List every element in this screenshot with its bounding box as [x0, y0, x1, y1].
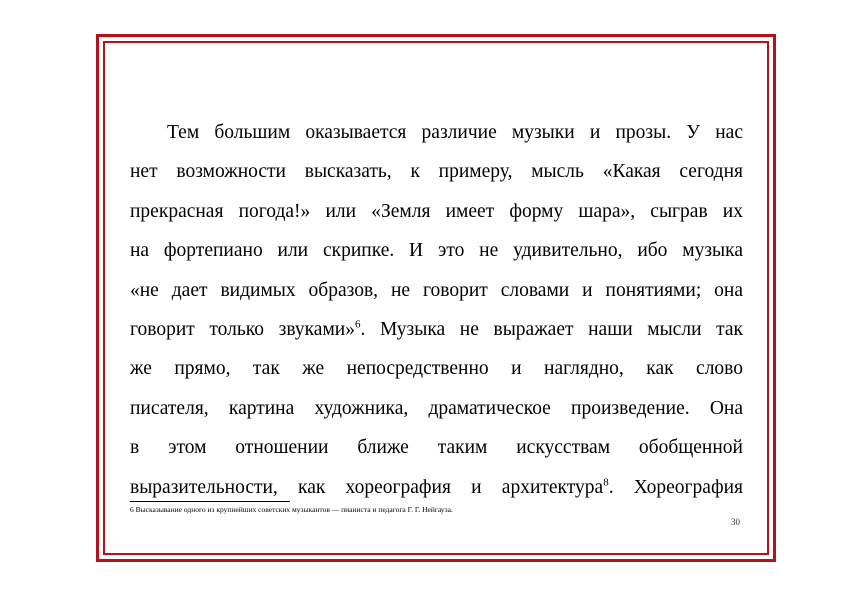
footnote-ref: 8	[603, 476, 609, 489]
text-line: Тем большим оказывается различие музыки и прозы. У нас	[167, 122, 743, 143]
text-line: писателя, картина художника, драматическое произведение. Она	[130, 397, 743, 419]
text-segment: . Хореография	[608, 476, 743, 498]
text-line: прекрасная погода!» или «Земля имеет форму шара», сыграв их	[130, 200, 743, 222]
text-segment: выразительности, как хореография и архитектура	[130, 476, 604, 498]
body-text	[130, 113, 743, 507]
text-line: «не дает видимых образов, не говорит словами и понятиями; она	[130, 279, 743, 301]
page-number: 30	[731, 517, 740, 527]
footnote-separator	[130, 501, 290, 502]
footnote-ref: 6	[354, 318, 361, 331]
text-line	[130, 310, 743, 349]
text-line: на фортепиано или скрипке. И это не удивительно, ибо музыка	[130, 240, 743, 262]
text-line: в этом отношении ближе таким искусствам обобщенной	[130, 437, 743, 459]
text-segment: . Музыка не выражает наши мысли так	[360, 318, 743, 340]
text-line: нет возможности высказать, к примеру, мысль «Какая сегодня	[130, 161, 743, 183]
text-segment: говорит только звуками»	[130, 318, 355, 340]
footnote-text: 6 Высказывание одного из крупнейших советских музыкантов — пианиста и педагога Г. Г. Нейгауза.	[130, 505, 453, 514]
text-line: же прямо, так же непосредственно и наглядно, как слово	[130, 358, 743, 380]
